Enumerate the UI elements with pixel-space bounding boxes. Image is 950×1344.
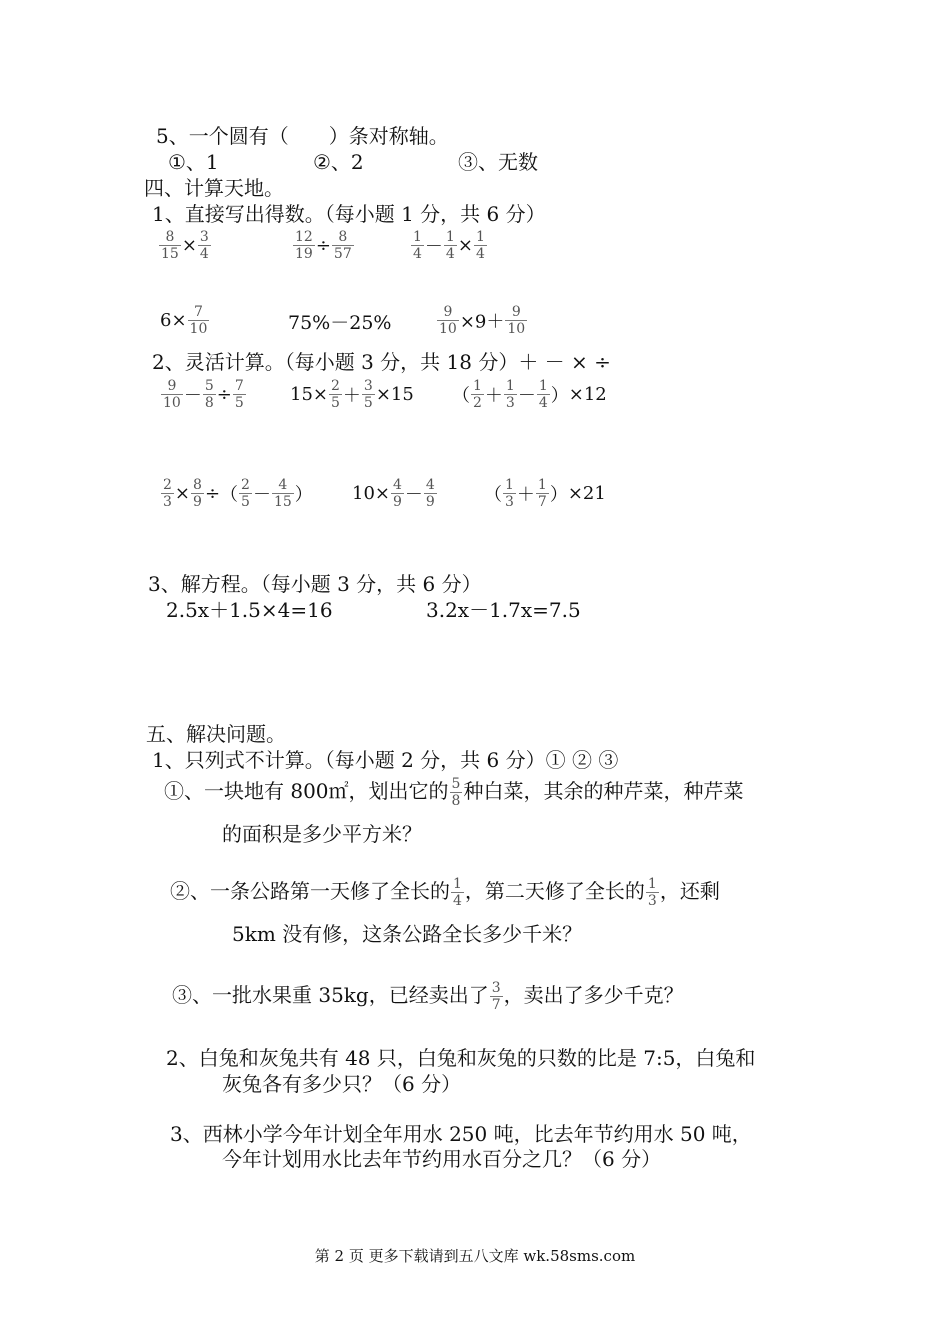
fraction: $\frac{2}{5}$ — [241, 477, 250, 510]
calc-item-5: 75%－25% — [288, 312, 392, 334]
q5-option-2: ②、2 — [313, 150, 364, 174]
fraction: $\frac{1}{3}$ — [505, 477, 514, 510]
problem-2-line-1: ②、一条公路第一天修了全长的 $\frac{1}{4}$ ，第二天修了全长的 $\frac{1}{3}$ ，还剩 — [170, 876, 720, 909]
fraction: $\frac{7}{10}$ — [189, 304, 208, 337]
q5-option-3: ③、无数 — [458, 150, 538, 174]
calc-item-6: $\frac{9}{10}$ ×9＋ $\frac{9}{10}$ — [439, 304, 526, 337]
equation-1: 2.5x＋1.5×4=16 — [166, 598, 333, 622]
problem-rabbits-line-1: 2、白兔和灰兔共有 48 只，白兔和灰兔的只数的比是 7:5，白兔和 — [166, 1046, 756, 1070]
fraction: $\frac{2}{5}$ — [331, 378, 340, 411]
problem-1-line-1: ①、一块地有 800㎡，划出它的 $\frac{5}{8}$ 种白菜，其余的种芹菜，种芹菜 — [164, 776, 744, 809]
fraction: $\frac{4}{9}$ — [425, 477, 435, 510]
flex-calc-4: $\frac{2}{3}$ × $\frac{8}{9}$ ÷（ $\frac{2}{5}$ － $\frac{4}{15}$ ） — [163, 477, 313, 510]
problem-water-line-2: 今年计划用水比去年节约用水百分之几？（6 分） — [222, 1147, 662, 1171]
problem-rabbits-line-2: 灰兔各有多少只？（6 分） — [222, 1072, 462, 1096]
section-4-title: 四、计算天地。 — [144, 176, 284, 200]
sec4-part3-title: 3、解方程。（每小题 3 分，共 6 分） — [148, 572, 482, 596]
fraction: $\frac{1}{3}$ — [505, 378, 515, 411]
fraction: $\frac{9}{10}$ — [163, 378, 181, 411]
problem-water-line-1: 3、西林小学今年计划全年用水 250 吨，比去年节约用水 50 吨， — [170, 1122, 752, 1146]
fraction: $\frac{2}{3}$ — [163, 477, 172, 510]
fraction: $\frac{12}{19}$ — [295, 229, 313, 262]
fraction: $\frac{8}{15}$ — [161, 229, 179, 262]
fraction: $\frac{9}{10}$ — [507, 304, 526, 337]
calc-item-1: $\frac{8}{15}$ × $\frac{3}{4}$ — [161, 229, 209, 262]
q5-option-1: ①、1 — [168, 150, 219, 174]
flex-calc-5: 10× $\frac{4}{9}$ － $\frac{4}{9}$ — [352, 477, 435, 510]
fraction: $\frac{1}{3}$ — [647, 876, 657, 909]
flex-calc-2: 15× $\frac{2}{5}$ ＋ $\frac{3}{5}$ ×15 — [290, 378, 414, 411]
fraction: $\frac{9}{10}$ — [439, 304, 457, 337]
fraction: $\frac{5}{8}$ — [204, 378, 214, 411]
fraction: $\frac{4}{9}$ — [393, 477, 402, 510]
problem-2-line-2: 5km 没有修，这条公路全长多少千米？ — [232, 922, 583, 946]
fraction: $\frac{5}{8}$ — [451, 776, 461, 809]
fraction: $\frac{3}{4}$ — [199, 229, 209, 262]
sec4-part2-title: 2、灵活计算。（每小题 3 分，共 18 分）＋ － × ÷ — [152, 350, 611, 374]
section-5-title: 五、解决问题。 — [146, 722, 286, 746]
fraction: $\frac{4}{15}$ — [273, 477, 292, 510]
calc-item-4: 6× $\frac{7}{10}$ — [160, 304, 208, 337]
fraction: $\frac{1}{4}$ — [453, 876, 462, 909]
fraction: $\frac{1}{4}$ — [445, 229, 455, 262]
fraction: $\frac{8}{9}$ — [193, 477, 202, 510]
fraction: $\frac{3}{7}$ — [491, 980, 501, 1013]
fraction: $\frac{1}{4}$ — [475, 229, 485, 262]
fraction: $\frac{7}{5}$ — [234, 378, 244, 411]
flex-calc-6: （ $\frac{1}{3}$ ＋ $\frac{1}{7}$ ）×21 — [484, 477, 606, 510]
fraction: $\frac{8}{57}$ — [333, 229, 352, 262]
fraction: $\frac{1}{2}$ — [473, 378, 482, 411]
flex-calc-3: （ $\frac{1}{2}$ ＋ $\frac{1}{3}$ － $\frac{1}{4}$ ）×12 — [452, 378, 607, 411]
equation-2: 3.2x－1.7x=7.5 — [426, 598, 581, 622]
sec4-part1-title: 1、直接写出得数。（每小题 1 分，共 6 分） — [152, 202, 546, 226]
fraction: $\frac{1}{4}$ — [538, 378, 548, 411]
calc-item-3: $\frac{1}{4}$ － $\frac{1}{4}$ × $\frac{1}{4}$ — [413, 229, 485, 262]
q5-stem: 5、一个圆有（ ）条对称轴。 — [156, 124, 449, 148]
fraction: $\frac{3}{5}$ — [363, 378, 373, 411]
problem-1-line-2: 的面积是多少平方米？ — [222, 822, 422, 846]
fraction: $\frac{1}{7}$ — [537, 477, 547, 510]
sec5-part1-title: 1、只列式不计算。（每小题 2 分，共 6 分）① ② ③ — [152, 748, 619, 772]
page-footer: 第 2 页 更多下载请到五八文库 wk.58sms.com — [314, 1247, 636, 1265]
fraction: $\frac{1}{4}$ — [413, 229, 422, 262]
problem-3-line-1: ③、一批水果重 35kg，已经卖出了 $\frac{3}{7}$ ，卖出了多少千克？ — [172, 980, 684, 1013]
flex-calc-1: $\frac{9}{10}$ － $\frac{5}{8}$ ÷ $\frac{7}{5}$ — [163, 378, 244, 411]
calc-item-2: $\frac{12}{19}$ ÷ $\frac{8}{57}$ — [295, 229, 352, 262]
